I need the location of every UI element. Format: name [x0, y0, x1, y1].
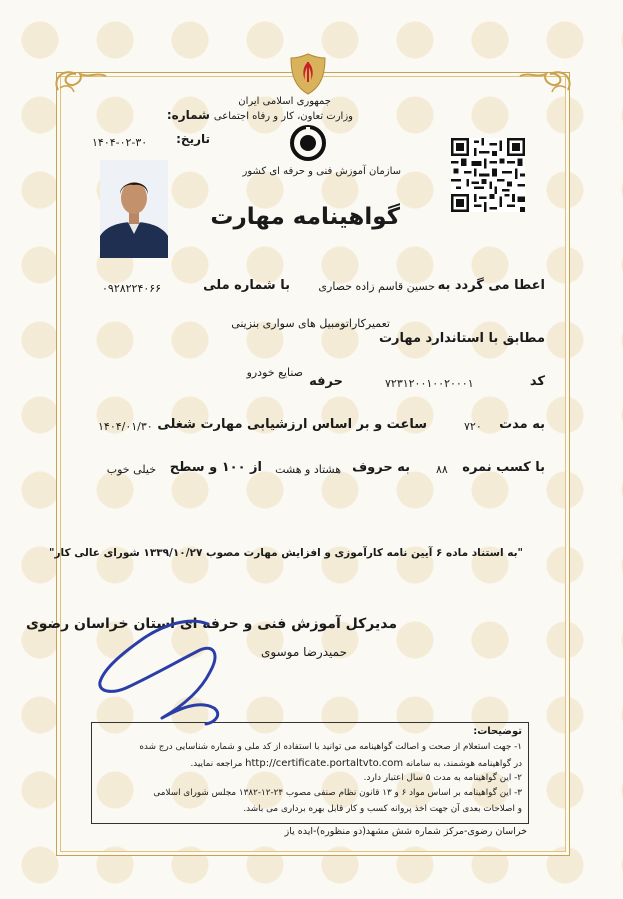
- notes-line1b-post: مراجعه نمایید.: [190, 759, 243, 769]
- profession-value: صنایع خودرو: [246, 366, 303, 379]
- holder-photo: [100, 160, 168, 258]
- number-label: شماره:: [166, 108, 210, 122]
- tvto-logo-icon: [290, 125, 326, 161]
- notes-line3b: و اصلاحات بعدی آن جهت اخذ پروانه کسب و کار قابل بهره برداری می باشد.: [243, 804, 522, 814]
- code-value: ۷۲۳۱۲۰۰۱۰۰۲۰۰۰۱: [385, 377, 474, 390]
- notes-heading: توضیحات:: [473, 726, 522, 737]
- hours-text: ساعت و بر اساس ارزشیابی مهارت شغلی: [157, 417, 427, 432]
- decree-text: "به استناد ماده ۶ آیین نامه کارآموزی و افزایش مهارت مصوب ۱۳۳۹/۱۰/۲۷ شورای عالی کار": [49, 547, 523, 559]
- level-value: خیلی خوب: [106, 463, 156, 476]
- certificate-title: گواهینامه مهارت: [210, 204, 400, 230]
- standard-name: تعمیرکاراتومبیل های سواری بنزینی: [231, 317, 390, 330]
- date-label: تاریخ:: [176, 132, 210, 146]
- footer-text: خراسان رضوی-مرکز شماره شش مشهد(دو منظوره)-ایده یاز: [284, 826, 527, 837]
- verification-url: http://certificate.portaltvto.com: [245, 758, 404, 769]
- notes-line1b: [190, 758, 522, 769]
- notes-line1a: ۱- جهت استعلام از صحت و اصالت گواهینامه می توانید با استفاده از کد ملی و شماره شناسایی درج شده: [139, 742, 522, 752]
- holder-name: حسین قاسم زاده حصاری: [318, 280, 435, 293]
- profession-label: حرفه: [309, 374, 343, 389]
- out-of-text: از ۱۰۰ و سطح: [169, 460, 262, 475]
- ministry-text: وزارت تعاون، کار و رفاه اجتماعی: [213, 111, 353, 122]
- signatory-title: مدیرکل آموزش فنی و حرفه ای استان خراسان رضوی: [25, 616, 397, 632]
- code-label: کد: [529, 374, 545, 389]
- standard-label: مطابق با استاندارد مهارت: [378, 331, 545, 346]
- score-value: ۸۸: [436, 463, 448, 476]
- notes-line1b-pre: در گواهینامه هوشمند، به سامانه: [405, 759, 522, 769]
- national-id-value: ۰۹۲۸۲۲۴۰۶۶: [102, 282, 162, 295]
- score-words: هشتاد و هشت: [275, 463, 341, 476]
- signatory-name: حمیدرضا موسوی: [260, 645, 347, 659]
- person-portrait-icon: [100, 160, 168, 258]
- qr-code-icon: [451, 138, 525, 212]
- national-id-label: با شماره ملی: [203, 278, 290, 293]
- right-corner-ornament-icon: [516, 62, 576, 96]
- republic-text: جمهوری اسلامی ایران: [238, 96, 331, 107]
- exam-date: ۱۴۰۴/۰۱/۳۰: [98, 420, 153, 433]
- issue-date: ۱۴۰۴-۰۲-۳۰: [92, 136, 148, 149]
- score-label: با کسب نمره: [462, 460, 545, 475]
- notes-line3a: ۳- این گواهینامه بر اساس مواد ۶ و ۱۳ قانون نظام صنفی مصوب ۲۴-۱۲-۱۳۸۲ مجلس شورای اسلامی: [153, 788, 522, 798]
- organization-text: سازمان آموزش فنی و حرفه ای کشور: [242, 166, 401, 177]
- left-corner-ornament-icon: [50, 62, 110, 96]
- notes-line2: ۲- این گواهینامه به مدت ۵ سال اعتبار دارد.: [363, 773, 522, 783]
- iran-emblem-icon: [289, 52, 327, 96]
- granted-label: اعطا می گردد به: [437, 278, 545, 293]
- signature-icon: [96, 612, 236, 730]
- letters-label: به حروف: [352, 460, 410, 475]
- duration-value: ۷۲۰: [464, 420, 482, 433]
- duration-label: به مدت: [499, 417, 545, 432]
